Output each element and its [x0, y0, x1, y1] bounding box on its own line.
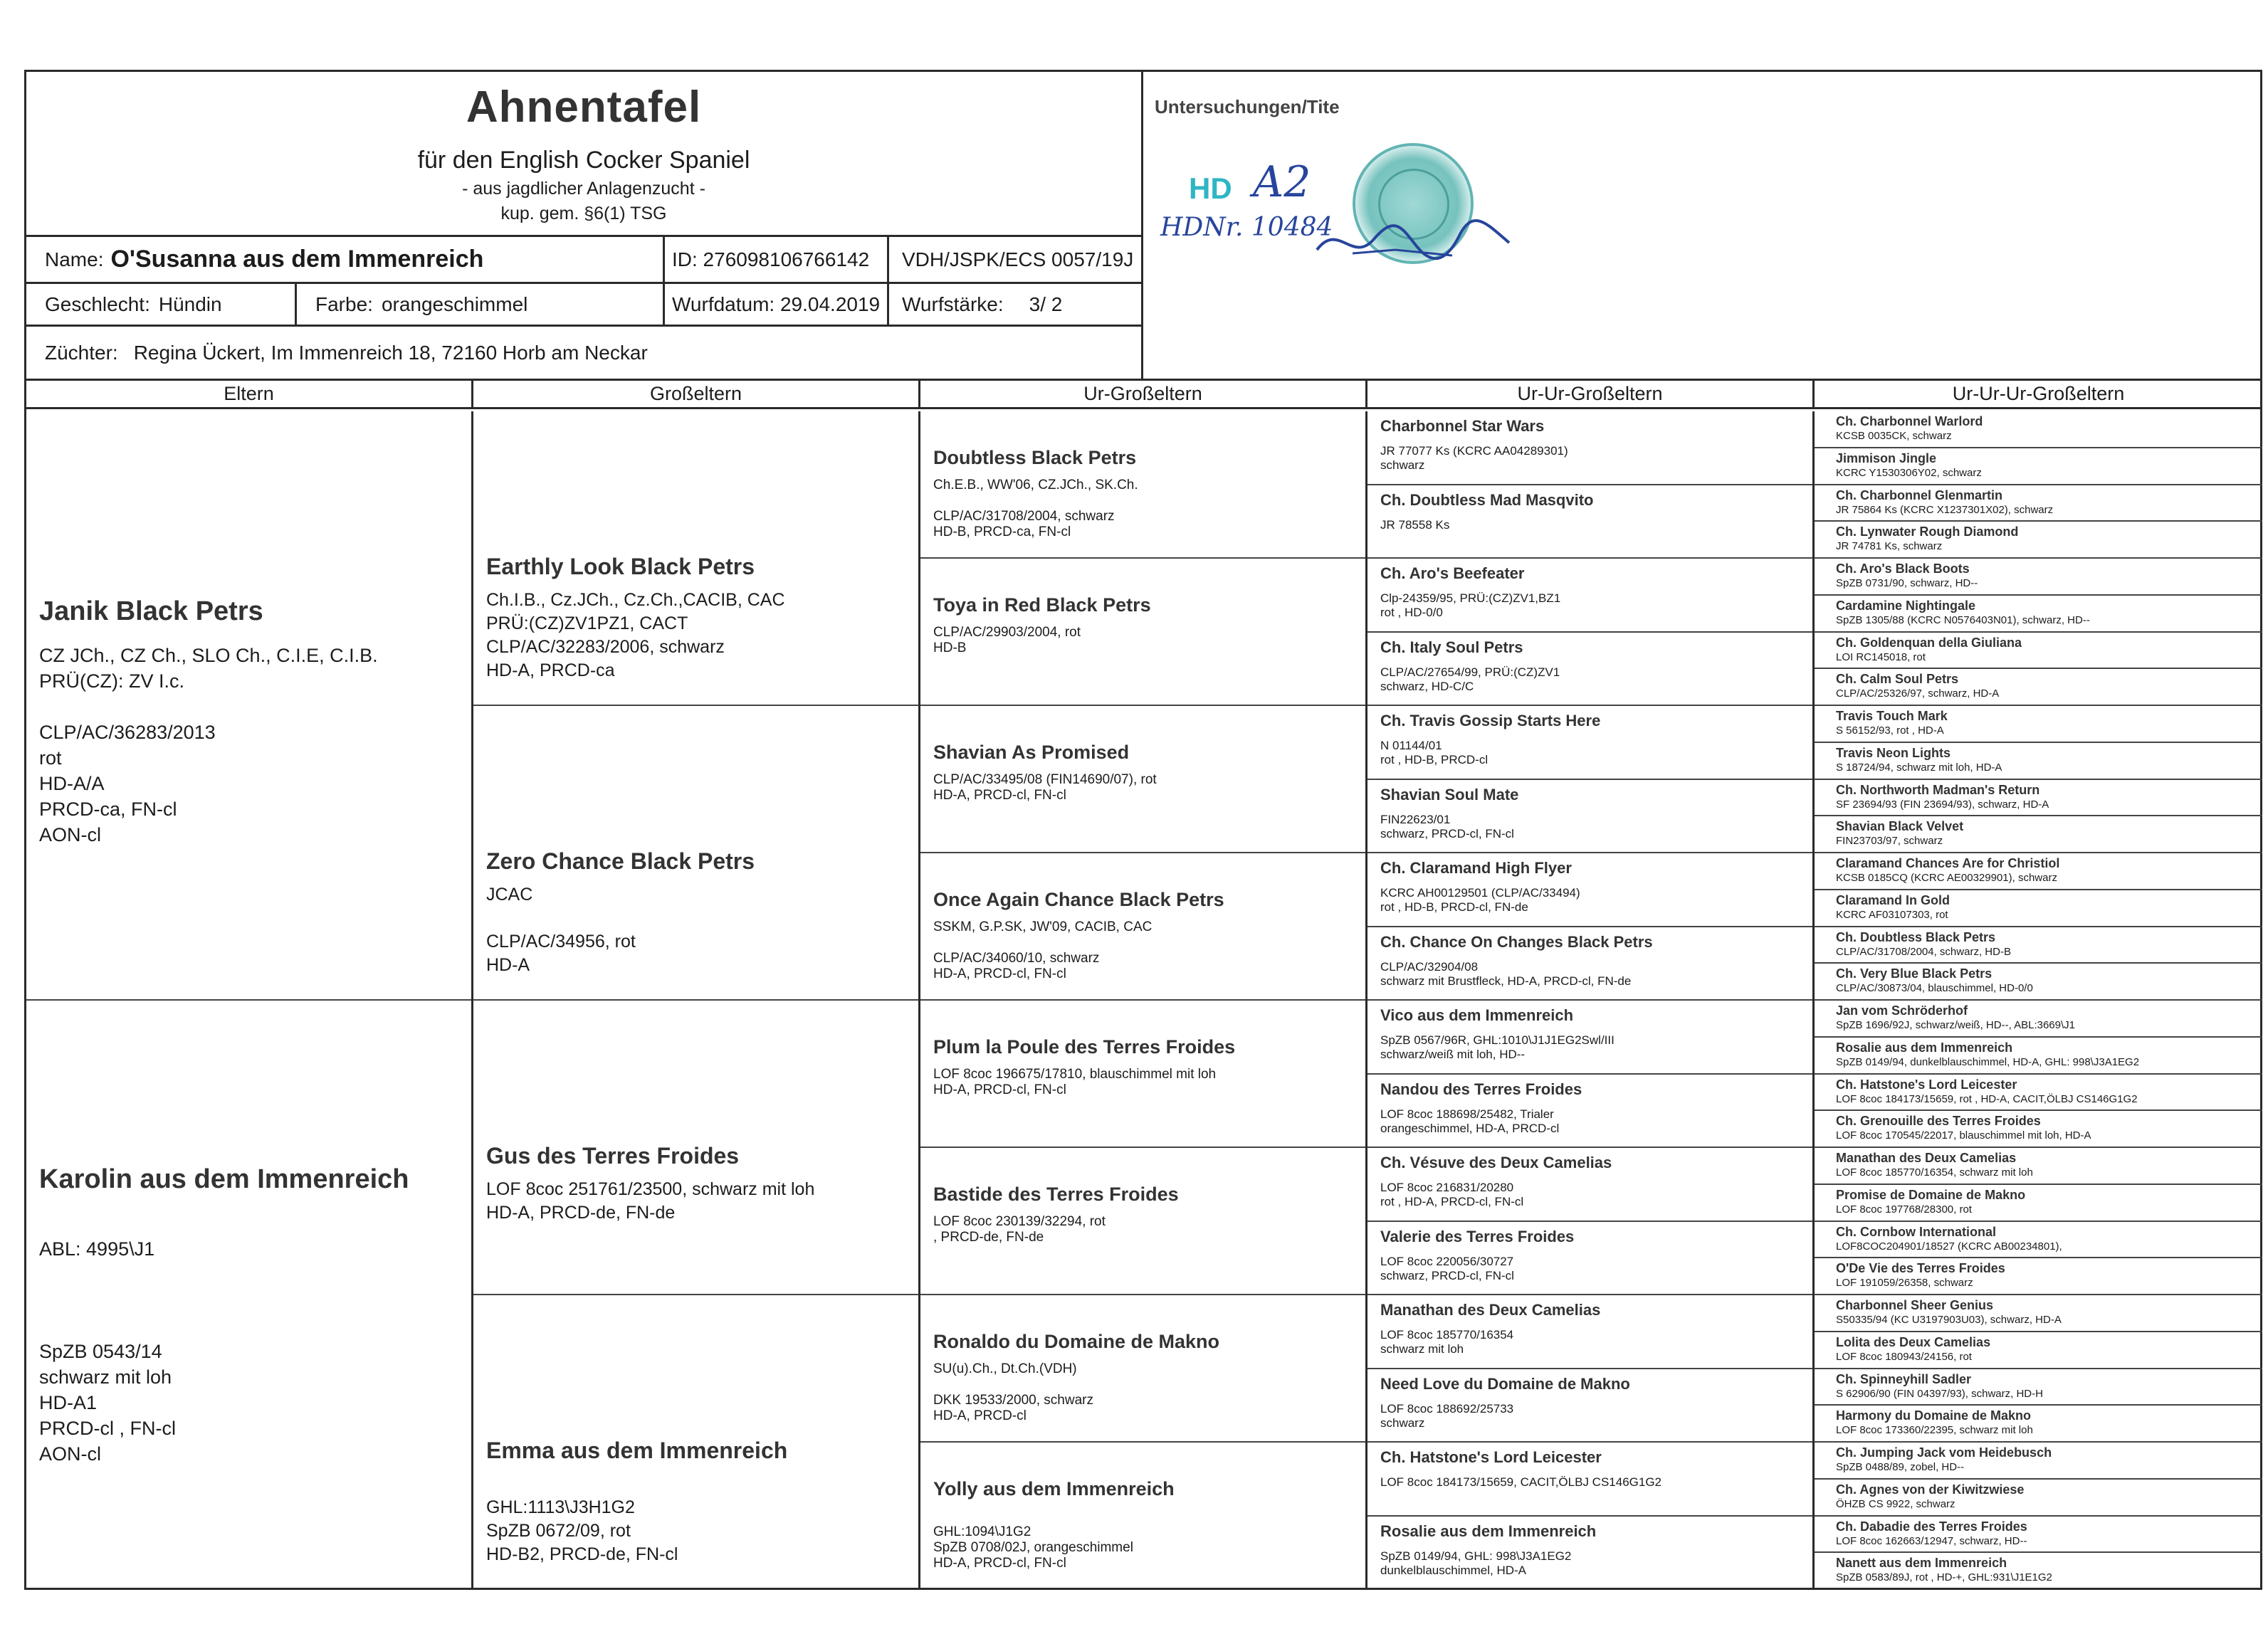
dog-ancestor-name: Ronaldo du Domaine de Makno — [933, 1331, 1220, 1352]
pedigree-entry — [1367, 780, 1812, 854]
ancestor-detail: CLP/AC/36283/2013 — [39, 722, 216, 743]
dog-ancestor-name: Ch. Doubtless Black Petrs — [1836, 929, 1996, 944]
ancestor-detail: CLP/AC/33495/08 (FIN14690/07), rot — [933, 772, 1157, 787]
hd-number: HDNr. 10484 — [1160, 213, 1333, 242]
ancestor-detail: HD-A, PRCD-cl, FN-cl — [933, 1082, 1066, 1097]
dog-ancestor-name: Lolita des Deux Camelias — [1836, 1334, 1991, 1349]
ancestor-detail: CLP/AC/29903/2004, rot — [933, 625, 1081, 640]
pedigree-entry — [1815, 780, 2262, 817]
dog-ancestor-name: Janik Black Petrs — [39, 596, 263, 626]
pedigree-entry — [1815, 964, 2262, 1001]
ancestor-detail — [933, 1377, 1358, 1393]
ancestor-detail: CLP/AC/27654/99, PRÜ:(CZ)ZV1 — [1380, 665, 1560, 679]
ancestor-detail: HD-A, PRCD-de, FN-de — [486, 1203, 676, 1223]
legal-note: kup. gem. §6(1) TSG — [500, 204, 667, 223]
ancestor-detail: AON-cl — [39, 1443, 101, 1465]
pedigree-entry — [1815, 522, 2262, 559]
col-header-gggg-parents: Ur-Ur-Ur-Großeltern — [1952, 383, 2125, 404]
pedigree-entry — [1815, 1222, 2262, 1259]
signature-icon — [1310, 214, 1523, 271]
ancestor-detail: PRCD-ca, FN-cl — [39, 798, 177, 820]
breeder-cell — [26, 327, 1143, 381]
ancestor-detail: schwarz, PRCD-cl, FN-cl — [1380, 1268, 1514, 1282]
ancestor-detail: SpZB 0488/89, zobel, HD-- — [1836, 1461, 1965, 1473]
ancestor-detail: schwarz, HD-C/C — [1380, 679, 1474, 693]
pedigree-entry — [1367, 853, 1812, 927]
dog-name: O'Susanna aus dem Immenreich — [110, 246, 484, 273]
dog-ancestor-name: Ch. Dabadie des Terres Froides — [1836, 1519, 2027, 1534]
pedigree-entry — [920, 1443, 1365, 1590]
pedigree-entry — [1815, 1075, 2262, 1112]
dog-ancestor-name: Ch. Aro's Black Boots — [1836, 562, 1970, 576]
ancestor-detail: JR 77077 Ks (KCRC AA04289301) — [1380, 444, 1568, 458]
ancestor-detail: HD-A, PRCD-cl, FN-cl — [933, 788, 1066, 803]
ancestor-detail: CLP/AC/34060/10, schwarz — [933, 951, 1100, 966]
pedigree-entry — [1815, 706, 2262, 743]
ancestor-detail: SpZB 0567/96R, GHL:1010\J1J1EG2Swl/III — [1380, 1033, 1615, 1047]
dog-ancestor-name: Ch. Jumping Jack vom Heidebusch — [1836, 1445, 2052, 1460]
dog-ancestor-name: Ch. Vésuve des Deux Camelias — [1380, 1154, 1612, 1171]
col-header-parents: Eltern — [26, 381, 473, 407]
document-title: Ahnentafel — [466, 83, 702, 132]
ancestor-detail: SpZB 0149/94, dunkelblauschimmel, HD-A, GHL: 998\J3A1EG2 — [1836, 1055, 2140, 1068]
pedigree-entry — [1815, 1553, 2262, 1590]
dog-ancestor-name: Rosalie aus dem Immenreich — [1836, 1040, 2013, 1055]
ancestor-detail: orangeschimmel, HD-A, PRCD-cl — [1380, 1121, 1560, 1135]
dog-ancestor-name: Cardamine Nightingale — [1836, 598, 1976, 613]
ancestor-detail — [933, 493, 1358, 509]
ancestor-detail: schwarz — [1380, 458, 1425, 472]
dog-ancestor-name: Travis Touch Mark — [1836, 709, 1948, 723]
ancestor-detail: JR 74781 Ks, schwarz — [1836, 540, 1943, 553]
ancestor-detail — [39, 694, 464, 720]
pedigree-entry — [1815, 1517, 2262, 1554]
pedigree-entry — [920, 559, 1365, 706]
ancestor-detail: CLP/AC/31708/2004, schwarz, HD-B — [1836, 945, 2011, 958]
dog-ancestor-name: Jimmison Jingle — [1836, 450, 1937, 465]
ancestor-detail: LOI RC145018, rot — [1836, 650, 1926, 663]
ancestor-detail: CLP/AC/34956, rot — [486, 932, 636, 952]
pedigree-entry — [1815, 1148, 2262, 1185]
ancestor-detail: rot , HD-B, PRCD-cl — [1380, 753, 1489, 766]
pedigree-entry — [473, 706, 918, 1001]
ancestor-detail: LOF8COC204901/18527 (KCRC AB00234801), — [1836, 1240, 2062, 1253]
ancestor-detail: rot , HD-A, PRCD-cl, FN-cl — [1380, 1195, 1524, 1208]
ancestor-detail: PRÜ(CZ): ZV I.c. — [39, 670, 184, 692]
pedigree-entry — [1815, 1038, 2262, 1075]
ancestor-detail: AON-cl — [39, 824, 101, 845]
pedigree-entry — [1815, 890, 2262, 927]
ancestor-detail: SpZB 0731/90, schwarz, HD-- — [1836, 577, 1978, 589]
ancestor-detail: KCSB 0185CQ (KCRC AE00329901), schwarz — [1836, 872, 2057, 884]
dog-ancestor-name: Ch. Italy Soul Petrs — [1380, 638, 1523, 656]
pedigree-entry — [1815, 448, 2262, 485]
ancestor-detail: GHL:1113\J3H1G2 — [486, 1497, 635, 1517]
ancestor-detail: SpZB 1305/88 (KCRC N0576403N01), schwarz, HD-- — [1836, 613, 2090, 626]
ancestor-detail — [486, 1472, 911, 1496]
ancestor-detail: LOF 191059/26358, schwarz — [1836, 1277, 1973, 1290]
ancestor-detail: LOF 8coc 185770/16354, schwarz mit loh — [1836, 1166, 2033, 1179]
generation-headers — [26, 381, 2262, 409]
pedigree-entry — [1815, 596, 2262, 633]
hd-grade: A2 — [1253, 157, 1311, 207]
dog-ancestor-name: Ch. Chance On Changes Black Petrs — [1380, 932, 1653, 951]
dog-ancestor-name: Claramand Chances Are for Christiol — [1836, 856, 2060, 870]
ancestor-detail: LOF 8coc 251761/23500, schwarz mit loh — [486, 1179, 815, 1199]
ggg-parents-column — [1367, 411, 1815, 1590]
ancestor-detail: LOF 8coc 216831/20280 — [1380, 1181, 1514, 1194]
color-label: Farbe: — [315, 292, 373, 315]
pedigree-entry — [473, 1295, 918, 1590]
dog-ancestor-name: Ch. Charbonnel Glenmartin — [1836, 487, 2003, 502]
ancestor-detail: HD-A, PRCD-cl, FN-cl — [933, 966, 1066, 981]
pedigree-entry — [1815, 485, 2262, 522]
ancestor-detail: S 18724/94, schwarz mit loh, HD-A — [1836, 761, 2002, 774]
pedigree-entry — [1815, 559, 2262, 596]
ancestor-detail: PRÜ:(CZ)ZV1PZ1, CACT — [486, 613, 688, 633]
pedigree-entry — [1367, 1148, 1812, 1222]
dog-ancestor-name: O'De Vie des Terres Froides — [1836, 1261, 2005, 1276]
dog-ancestor-name: Ch. Northworth Madman's Return — [1836, 782, 2040, 797]
ancestor-detail: LOF 8coc 170545/22017, blauschimmel mit loh, HD-A — [1836, 1129, 2091, 1142]
pedigree-entry — [920, 706, 1365, 853]
pedigree-entry — [1815, 1369, 2262, 1406]
ancestor-detail: rot , HD-B, PRCD-cl, FN-de — [1380, 900, 1528, 914]
pedigree-entry — [1367, 706, 1812, 780]
ancestor-detail: LOF 8coc 197768/28300, rot — [1836, 1203, 1972, 1216]
dog-ancestor-name: Toya in Red Black Petrs — [933, 594, 1151, 616]
ancestor-detail: schwarz mit loh — [39, 1366, 172, 1388]
pedigree-entry — [1815, 1332, 2262, 1369]
ancestor-detail: CLP/AC/32904/08 — [1380, 959, 1479, 974]
ancestor-detail: HD-A/A — [39, 773, 105, 794]
pedigree-entry — [1367, 1222, 1812, 1296]
ancestor-detail: SU(u).Ch., Dt.Ch.(VDH) — [933, 1361, 1077, 1376]
breeder-value: Regina Ückert, Im Immenreich 18, 72160 Horb am Neckar — [133, 341, 648, 364]
pedigree-entry — [920, 1295, 1365, 1443]
registry-cell — [889, 237, 1143, 284]
hd-label: HD — [1189, 172, 1232, 205]
pedigree-entry — [1367, 1075, 1812, 1149]
ancestor-detail: HD-B2, PRCD-de, FN-cl — [486, 1544, 678, 1564]
pedigree-entry — [1815, 1111, 2262, 1148]
dog-ancestor-name: Ch. Claramand High Flyer — [1380, 859, 1572, 877]
ancestor-detail: SpZB 1696/92J, schwarz/weiß, HD--, ABL:3669\J1 — [1836, 1019, 2075, 1031]
name-cell — [26, 237, 665, 284]
ancestor-detail: CLP/AC/25326/97, schwarz, HD-A — [1836, 687, 2000, 700]
dog-ancestor-name: Bastide des Terres Froides — [933, 1184, 1179, 1205]
dog-ancestor-name: Nanett aus dem Immenreich — [1836, 1556, 2007, 1571]
dog-ancestor-name: Emma aus dem Immenreich — [486, 1438, 788, 1463]
dog-ancestor-name: Ch. Grenouille des Terres Froides — [1836, 1114, 2041, 1129]
ancestor-detail: rot , HD-0/0 — [1380, 606, 1443, 619]
dog-ancestor-name: Ch. Hatstone's Lord Leicester — [1380, 1448, 1602, 1466]
ancestor-detail — [933, 935, 1358, 951]
pedigree-entry — [1367, 1517, 1812, 1591]
ancestor-detail: , PRCD-de, FN-de — [933, 1230, 1044, 1245]
document-subtitle: für den English Cocker Spaniel — [417, 147, 750, 174]
ancestor-detail: LOF 8coc 173360/22395, schwarz mit loh — [1836, 1424, 2033, 1437]
ancestor-detail: HD-B, PRCD-ca, FN-cl — [933, 525, 1071, 539]
dog-ancestor-name: Need Love du Domaine de Makno — [1380, 1374, 1630, 1393]
col-header-ggg-parents: Ur-Ur-Großeltern — [1367, 381, 1815, 407]
pedigree-entry — [1367, 411, 1812, 485]
ancestor-detail: DKK 19533/2000, schwarz — [933, 1393, 1093, 1408]
sex-label: Geschlecht: — [45, 292, 150, 315]
litter-value: 3/ 2 — [1029, 292, 1063, 315]
dog-ancestor-name: Zero Chance Black Petrs — [486, 848, 755, 874]
pedigree-entry — [26, 411, 471, 1001]
dog-ancestor-name: Ch. Very Blue Black Petrs — [1836, 966, 1993, 981]
ancestor-detail — [39, 1287, 464, 1313]
pedigree-entry — [1367, 1295, 1812, 1369]
col-header-grandparents: Großeltern — [473, 381, 920, 407]
ancestor-detail: GHL:1094\J1G2 — [933, 1524, 1031, 1539]
ancestor-detail: JR 78558 Ks — [1380, 517, 1450, 532]
ancestor-detail: Ch.E.B., WW'06, CZ.JCh., SK.Ch. — [933, 478, 1138, 492]
id-cell — [665, 237, 889, 284]
ancestor-detail: dunkelblauschimmel, HD-A — [1380, 1563, 1527, 1577]
ancestor-detail: LOF 8coc 220056/30727 — [1380, 1254, 1514, 1268]
ancestor-detail: schwarz mit Brustfleck, HD-A, PRCD-cl, FN-de — [1380, 974, 1632, 988]
ancestor-detail: PRCD-cl , FN-cl — [39, 1418, 176, 1439]
ancestor-detail: LOF 8coc 162663/12947, schwarz, HD-- — [1836, 1534, 2027, 1547]
ancestor-detail: schwarz — [1380, 1416, 1425, 1430]
pedigree-entry — [1367, 485, 1812, 559]
pedigree-entry — [920, 1148, 1365, 1295]
pedigree-entry — [1815, 1001, 2262, 1038]
pedigree-entry — [1367, 1369, 1812, 1443]
dog-ancestor-name: Travis Neon Lights — [1836, 745, 1951, 760]
ancestor-detail: schwarz/weiß mit loh, HD-- — [1380, 1048, 1526, 1061]
ancestor-detail: ABL: 4995\J1 — [39, 1238, 155, 1260]
dog-ancestor-name: Ch. Agnes von der Kiwitzwiese — [1836, 1482, 2025, 1497]
title-block — [26, 72, 1143, 237]
ancestor-detail: ÖHZB CS 9922, schwarz — [1836, 1497, 1955, 1510]
ancestor-detail: JCAC — [486, 885, 533, 905]
birth-date: Wurfdatum: 29.04.2019 — [672, 292, 881, 315]
ancestor-detail: LOF 8coc 180943/24156, rot — [1836, 1350, 1972, 1363]
ancestor-detail: S 56152/93, rot , HD-A — [1836, 724, 1944, 737]
ancestor-detail: SpZB 0543/14 — [39, 1341, 162, 1362]
ancestor-detail: schwarz, PRCD-cl, FN-cl — [1380, 826, 1514, 840]
dog-id: ID: 276098106766142 — [672, 248, 870, 270]
ancestor-detail: CLP/AC/30873/04, blauschimmel, HD-0/0 — [1836, 982, 2033, 995]
dog-ancestor-name: Manathan des Deux Camelias — [1380, 1301, 1601, 1319]
pedigree-entry — [1815, 1295, 2262, 1332]
color-value: orangeschimmel — [381, 292, 528, 315]
pedigree-entry — [1815, 743, 2262, 780]
ancestor-detail: HD-B — [933, 641, 967, 655]
dog-ancestor-name: Ch. Cornbow International — [1836, 1224, 1996, 1239]
pedigree-sheet — [24, 70, 2262, 1590]
pedigree-entry — [473, 1001, 918, 1295]
ancestor-detail: KCRC Y1530306Y02, schwarz — [1836, 466, 1982, 479]
dog-ancestor-name: Yolly aus dem Immenreich — [933, 1478, 1175, 1499]
ancestor-detail: CLP/AC/32283/2006, schwarz — [486, 637, 725, 657]
dog-ancestor-name: Once Again Chance Black Petrs — [933, 889, 1224, 910]
hd-stamp — [1160, 143, 1531, 285]
ancestor-detail: HD-A, PRCD-cl — [933, 1408, 1027, 1423]
dog-ancestor-name: Charbonnel Sheer Genius — [1836, 1298, 1994, 1312]
ancestor-detail: CZ JCh., CZ Ch., SLO Ch., C.I.E, C.I.B. — [39, 645, 378, 666]
dog-ancestor-name: Ch. Spinneyhill Sadler — [1836, 1371, 1972, 1386]
color-cell — [297, 284, 665, 327]
dog-ancestor-name: Ch. Charbonnel Warlord — [1836, 414, 1983, 428]
ancestor-detail: SpZB 0149/94, GHL: 998\J3A1EG2 — [1380, 1549, 1572, 1563]
exam-label: Untersuchungen/Tite — [1155, 96, 1340, 117]
pedigree-entry — [26, 1001, 471, 1590]
ancestor-detail: LOF 8coc 184173/15659, CACIT,ÖLBJ CS146G1G2 — [1380, 1475, 1662, 1489]
ancestor-detail: SpZB 0672/09, rot — [486, 1521, 631, 1541]
ancestor-detail — [39, 1211, 464, 1236]
dog-ancestor-name: Ch. Goldenquan della Giuliana — [1836, 635, 2022, 650]
ancestor-detail: S 62906/90 (FIN 04397/93), schwarz, HD-H — [1836, 1387, 2043, 1400]
ancestor-detail: LOF 8coc 188692/25733 — [1380, 1401, 1514, 1416]
dog-ancestor-name: Ch. Doubtless Mad Masqvito — [1380, 490, 1594, 509]
ancestor-detail: Ch.I.B., Cz.JCh., Cz.Ch.,CACIB, CAC — [486, 590, 785, 610]
dog-ancestor-name: Ch. Calm Soul Petrs — [1836, 672, 1959, 687]
breeder-label: Züchter: — [45, 341, 118, 364]
ancestor-detail: CLP/AC/31708/2004, schwarz — [933, 509, 1115, 524]
pedigree-entry — [1815, 633, 2262, 670]
pedigree-entry — [1815, 927, 2262, 964]
ancestor-detail: LOF 8coc 185770/16354 — [1380, 1328, 1514, 1342]
ancestor-detail — [486, 907, 911, 930]
pedigree-entry — [1367, 1001, 1812, 1075]
sex-value: Hündin — [158, 292, 222, 315]
ancestor-detail: JR 75864 Ks (KCRC X1237301X02), schwarz — [1836, 503, 2054, 516]
pedigree-entry — [1815, 816, 2262, 853]
ancestor-detail: S50335/94 (KC U3197903U03), schwarz, HD-A — [1836, 1314, 2062, 1326]
ancestor-detail: SpZB 0583/89J, rot , HD-+, GHL:931\J1E1G2 — [1836, 1571, 2052, 1584]
ancestor-detail: schwarz mit loh — [1380, 1342, 1464, 1356]
great-grandparents-column — [920, 411, 1367, 1590]
pedigree-entry — [1815, 1258, 2262, 1295]
ancestor-detail: rot — [39, 747, 62, 769]
dog-ancestor-name: Plum la Poule des Terres Froides — [933, 1036, 1236, 1058]
pedigree-entry — [1815, 1443, 2262, 1480]
dog-ancestor-name: Promise de Domaine de Makno — [1836, 1187, 2026, 1202]
pedigree-entry — [1815, 669, 2262, 706]
ancestor-detail: N 01144/01 — [1380, 739, 1442, 752]
pedigree-entry — [473, 411, 918, 706]
pedigree-entry — [1815, 853, 2262, 890]
dog-ancestor-name: Ch. Travis Gossip Starts Here — [1380, 712, 1601, 729]
ancestor-detail: LOF 8coc 230139/32294, rot — [933, 1214, 1106, 1229]
ancestor-detail: KCSB 0035CK, schwarz — [1836, 430, 1952, 442]
dog-ancestor-name: Claramand In Gold — [1836, 892, 1951, 907]
ancestor-detail: SSKM, G.P.SK, JW'09, CACIB, CAC — [933, 919, 1153, 934]
ancestor-detail: HD-A, PRCD-cl, FN-cl — [933, 1556, 1066, 1571]
ancestor-detail: Clp-24359/95, PRÜ:(CZ)ZV1,BZ1 — [1380, 591, 1561, 605]
dog-ancestor-name: Valerie des Terres Froides — [1380, 1227, 1575, 1245]
dog-ancestor-name: Gus des Terres Froides — [486, 1143, 740, 1169]
pedigree-entry — [1815, 1480, 2262, 1517]
pedigree-entry — [1815, 1185, 2262, 1222]
litter-label: Wurfstärke: — [902, 292, 1004, 315]
ancestor-detail: FIN23703/97, schwarz — [1836, 835, 1943, 848]
dog-ancestor-name: Ch. Aro's Beefeater — [1380, 564, 1525, 582]
col-header-great-grandparents: Ur-Großeltern — [920, 381, 1367, 407]
dog-ancestor-name: Shavian Black Velvet — [1836, 819, 1964, 834]
ancestor-detail: KCRC AH00129501 (CLP/AC/33494) — [1380, 886, 1580, 900]
pedigree-entry — [1367, 1443, 1812, 1517]
dog-ancestor-name: Manathan des Deux Camelias — [1836, 1151, 2017, 1165]
ancestor-detail — [39, 1262, 464, 1287]
ancestor-detail: HD-A1 — [39, 1392, 98, 1413]
pedigree-entry — [1367, 633, 1812, 707]
pedigree-entry — [1367, 927, 1812, 1001]
ancestor-detail — [39, 1313, 464, 1339]
ancestor-detail: LOF 8coc 188698/25482, Trialer — [1380, 1107, 1554, 1121]
ancestor-detail: LOF 8coc 184173/15659, rot , HD-A, CACIT,ÖLBJ CS146G1G2 — [1836, 1092, 2138, 1105]
dog-ancestor-name: Earthly Look Black Petrs — [486, 554, 755, 579]
pedigree-entry — [1815, 1406, 2262, 1443]
ancestor-detail: LOF 8coc 196675/17810, blauschimmel mit loh — [933, 1067, 1217, 1082]
ancestor-detail: KCRC AF03107303, rot — [1836, 908, 1948, 921]
dog-ancestor-name: Vico aus dem Immenreich — [1380, 1006, 1574, 1024]
ancestor-detail: HD-A, PRCD-ca — [486, 660, 615, 680]
pedigree-entry — [920, 1001, 1365, 1148]
ancestor-detail: SF 23694/93 (FIN 23694/93), schwarz, HD-A — [1836, 798, 2049, 811]
dog-ancestor-name: Rosalie aus dem Immenreich — [1380, 1522, 1597, 1540]
dog-ancestor-name: Shavian Soul Mate — [1380, 785, 1519, 803]
pedigree-entry — [1815, 411, 2262, 448]
breeding-note: - aus jagdlicher Anlagenzucht - — [462, 179, 705, 199]
exam-block — [1143, 72, 2262, 381]
parents-column — [26, 411, 473, 1590]
pedigree-grid — [26, 411, 2262, 1590]
litter-cell — [889, 284, 1143, 327]
ancestor-detail: HD-A — [486, 955, 530, 975]
pedigree-entry — [920, 853, 1365, 1001]
gggg-parents-column — [1815, 411, 2262, 1590]
ancestor-detail: SpZB 0708/02J, orangeschimmel — [933, 1540, 1133, 1555]
dog-ancestor-name: Karolin aus dem Immenreich — [39, 1164, 409, 1194]
dog-ancestor-name: Charbonnel Star Wars — [1380, 417, 1545, 435]
dog-ancestor-name: Jan vom Schröderhof — [1836, 1003, 1968, 1018]
pedigree-entry — [1367, 559, 1812, 633]
registry-number: VDH/JSPK/ECS 0057/19J — [902, 248, 1134, 270]
dog-ancestor-name: Ch. Lynwater Rough Diamond — [1836, 525, 2019, 539]
ancestor-detail: FIN22623/01 — [1380, 812, 1451, 826]
name-label: Name: — [45, 248, 104, 270]
ancestor-detail — [933, 1509, 1358, 1524]
dog-ancestor-name: Shavian As Promised — [933, 742, 1130, 763]
grandparents-column — [473, 411, 920, 1590]
dog-ancestor-name: Nandou des Terres Froides — [1380, 1080, 1582, 1098]
pedigree-entry — [920, 411, 1365, 559]
dog-ancestor-name: Ch. Hatstone's Lord Leicester — [1836, 1077, 2017, 1092]
sex-cell — [26, 284, 297, 327]
dog-ancestor-name: Doubtless Black Petrs — [933, 447, 1137, 468]
birth-cell — [665, 284, 889, 327]
dog-ancestor-name: Harmony du Domaine de Makno — [1836, 1408, 2032, 1423]
